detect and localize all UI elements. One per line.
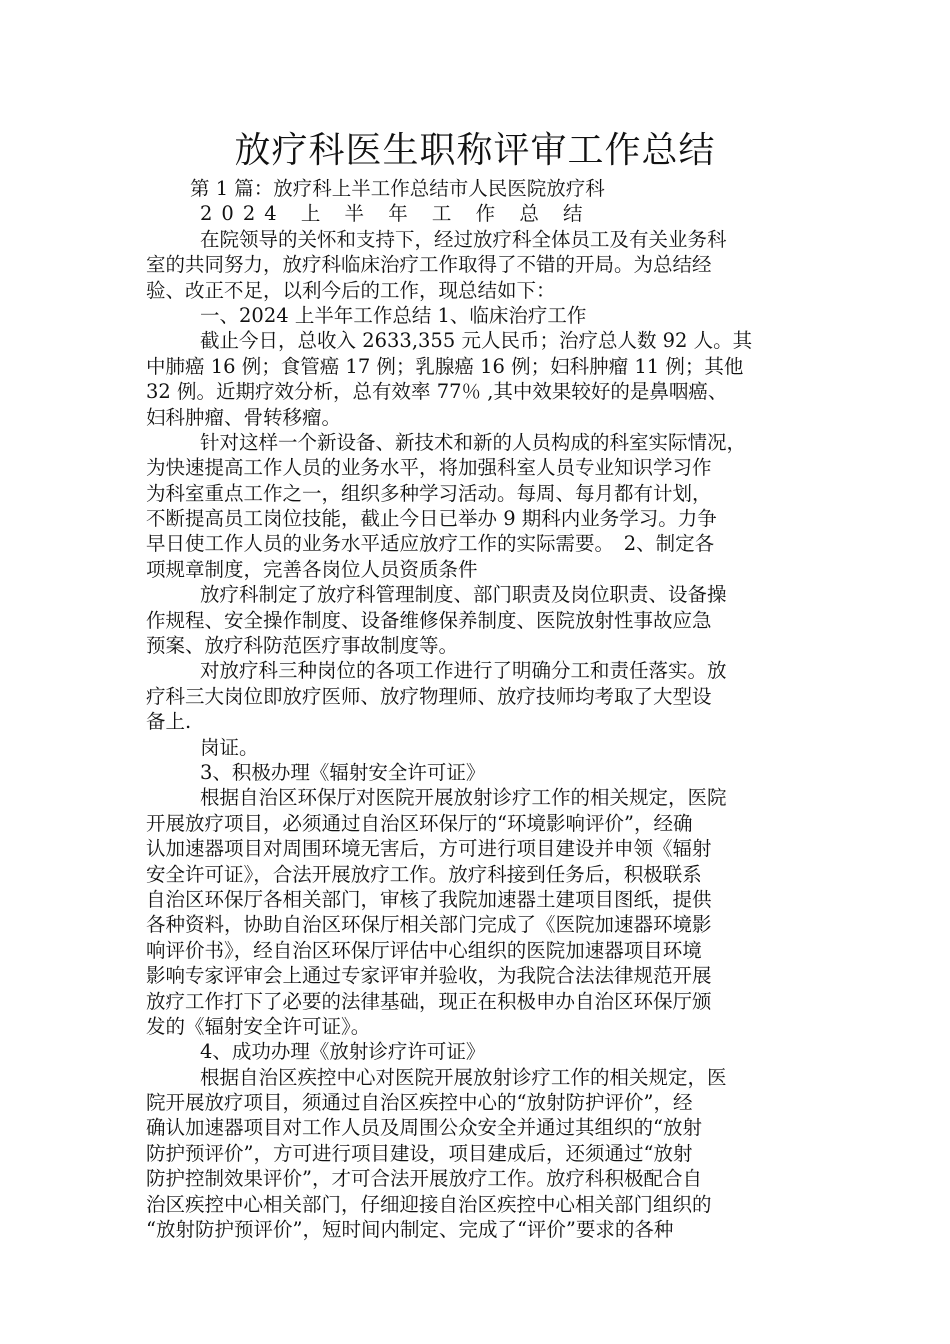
text-line: 对放疗科三种岗位的各项工作进行了明确分工和责任落实。放	[200, 659, 727, 683]
text-line: 在院领导的关怀和支持下，经过放疗科全体员工及有关业务科	[200, 227, 727, 251]
text-line: 2024 上 半 年 工 作 总 结	[200, 202, 592, 226]
text-line: 院开展放疗项目，须通过自治区疾控中心的“放射防护评价”，经	[146, 1091, 693, 1115]
text-line: 备上.	[146, 710, 192, 734]
text-line: 第 1 篇：放疗科上半工作总结市人民医院放疗科	[190, 177, 605, 200]
text-line: 为科室重点工作之一，组织多种学习活动。每周、每月都有计划，	[146, 481, 712, 505]
text-line: 根据自治区环保厅对医院开展放射诊疗工作的相关规定，医院	[200, 786, 727, 810]
text-line: 不断提高员工岗位技能，截止今日已举办 9 期科内业务学习。力争	[146, 507, 717, 531]
text-line: 安全许可证》，合法开展放疗工作。放疗科接到任务后，积极联系	[146, 862, 702, 886]
text-line: 4、成功办理《放射诊疗许可证》	[200, 1040, 486, 1064]
text-line: 根据自治区疾控中心对医院开展放射诊疗工作的相关规定，医	[200, 1065, 727, 1089]
text-line: 32 例。近期疗效分析，总有效率 77％ ,其中效果较好的是鼻咽癌、	[146, 380, 728, 404]
text-line: 项规章制度，完善各岗位人员资质条件	[146, 557, 478, 581]
text-line: 妇科肿瘤、骨转移瘤。	[146, 405, 342, 429]
text-line: 室的共同努力，放疗科临床治疗工作取得了不错的开局。为总结经	[146, 253, 712, 277]
text-line: 验、改正不足，以利今后的工作，现总结如下：	[146, 278, 556, 302]
text-line: 放疗工作打下了必要的法律基础，现正在积极申办自治区环保厅颁	[146, 989, 712, 1013]
text-line: 防护预评价”，方可进行项目建设，项目建成后，还须通过“放射	[146, 1141, 693, 1165]
text-line: “放射防护预评价”，短时间内制定、完成了“评价”要求的各种	[146, 1218, 674, 1242]
text-line: 早日使工作人员的业务水平适应放疗工作的实际需要。 2、制定各	[146, 532, 715, 556]
text-line: 作规程、安全操作制度、设备维修保养制度、医院放射性事故应急	[146, 608, 712, 632]
text-line: 为快速提高工作人员的业务水平，将加强科室人员专业知识学习作	[146, 456, 712, 480]
document-title: 放疗科医生职称评审工作总结	[234, 130, 716, 171]
text-line: 确认加速器项目对工作人员及周围公众安全并通过其组织的“放射	[146, 1116, 702, 1140]
text-line: 治区疾控中心相关部门，仔细迎接自治区疾控中心相关部门组织的	[146, 1192, 712, 1216]
text-line: 针对这样一个新设备、新技术和新的人员构成的科室实际情况，	[200, 430, 747, 454]
document-body	[146, 176, 810, 1242]
text-line: 放疗科制定了放疗科管理制度、部门职责及岗位职责、设备操	[200, 583, 727, 607]
text-line: 一、2024 上半年工作总结 1、临床治疗工作	[200, 303, 587, 327]
text-line: 截止今日，总收入 2633,355 元人民币；治疗总人数 92 人。其	[200, 329, 753, 353]
text-line: 自治区环保厅各相关部门，审核了我院加速器土建项目图纸，提供	[146, 887, 712, 911]
text-line: 中肺癌 16 例；食管癌 17 例；乳腺癌 16 例；妇科肿瘤 11 例；其他	[146, 354, 744, 378]
text-line: 疗科三大岗位即放疗医师、放疗物理师、放疗技师均考取了大型设	[146, 684, 712, 708]
text-line: 认加速器项目对周围环境无害后，方可进行项目建设并申领《辐射	[146, 837, 712, 861]
text-line: 开展放疗项目，必须通过自治区环保厅的“环境影响评价”，经确	[146, 811, 693, 835]
text-line: 3、积极办理《辐射安全许可证》	[200, 760, 486, 784]
text-line: 发的《辐射安全许可证》。	[146, 1014, 371, 1038]
text-line: 预案、放疗科防范医疗事故制度等。	[146, 634, 459, 658]
text-line: 响评价书》，经自治区环保厅评估中心组织的医院加速器项目环境	[146, 938, 702, 962]
text-line: 防护控制效果评价”，才可合法开展放疗工作。放疗科积极配合自	[146, 1167, 702, 1191]
text-line: 影响专家评审会上通过专家评审并验收，为我院合法法律规范开展	[146, 964, 712, 988]
text-line: 各种资料，协助自治区环保厅相关部门完成了《医院加速器环境影	[146, 913, 712, 937]
text-line: 岗证。	[200, 735, 259, 759]
